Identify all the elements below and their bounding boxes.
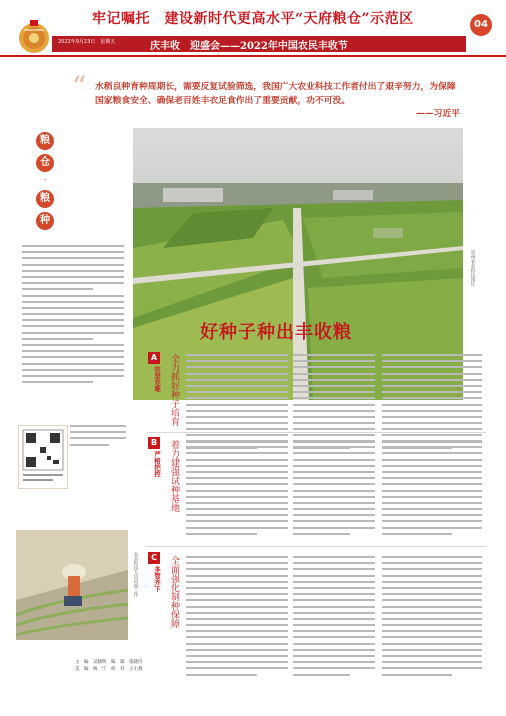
quote-mark-icon: “ [72,70,87,103]
header-divider [0,55,506,57]
section-divider [146,546,486,547]
page-credits [75,660,143,673]
page-number-badge: 04 [470,14,492,36]
left-column-text [22,245,124,387]
photo2-caption: 农业科技人员田间工作 [133,552,138,597]
section-b-text-col3 [382,440,482,539]
section-a-text-col3 [382,354,482,453]
section-subtitle: 全力抓好种子培育 [169,354,179,426]
field-worker-photo [16,530,128,640]
qr-code [18,425,68,489]
quote-text: 水稻良种育种周期长，需要反复试验筛选，我国广大农业科技工作者付出了艰辛努力，为保障国家粮食安全、确保老百姓丰衣足食作出了重要贡献，功不可没。 [95,82,456,106]
credits-line: 美 编 杨 宁 校 对 王小燕 [75,666,143,672]
section-label: 攻坚克难 [153,366,161,392]
column-label [36,132,54,234]
column-label-char: 仓 [36,154,54,172]
column-label-char: 粮 [36,190,54,208]
section-subtitle: 全面强化制种保障 [169,556,179,628]
section-c-text-col2 [293,556,375,680]
page-header-title: 牢记嘱托 建设新时代更高水平“天府粮仓”示范区 [92,11,414,27]
header-subtitle: 庆丰收 迎盛会——2022年中国农民丰收节 [150,41,348,52]
column-label-char: 种 [36,212,54,230]
column-label-dot: · [43,175,47,186]
section-badge: B [148,437,160,449]
section-badge: C [148,552,160,564]
article-headline: 好种子种出丰收粮 [200,322,352,343]
section-b-label [148,437,160,477]
header-date: 2022年9月23日 星期五 [58,39,116,45]
section-c-text-col1 [186,556,288,680]
section-b-text-col1 [186,440,288,539]
section-a-text-col1 [186,354,288,453]
section-subtitle: 着力建强试种基地 [169,440,179,512]
column-label-char: 粮 [36,132,54,150]
lantern-icon [14,16,54,56]
section-label: 多管齐下 [153,566,161,592]
section-c-label [148,552,160,592]
section-badge: A [148,352,160,364]
qr-side-text [70,425,126,450]
section-c-text-col3 [382,556,482,680]
section-a-label [148,352,160,392]
section-a-text-col2 [293,354,375,453]
quote-attribution: ——习近平 [416,109,460,119]
section-label: 严格把控 [153,451,161,477]
section-b-text-col2 [293,440,375,539]
credits-line: 主 编 吴晓明 编 辑 张晓玲 [75,660,143,665]
section-divider [146,432,486,433]
photo-caption: 崇州农业科技园区 [470,250,475,286]
